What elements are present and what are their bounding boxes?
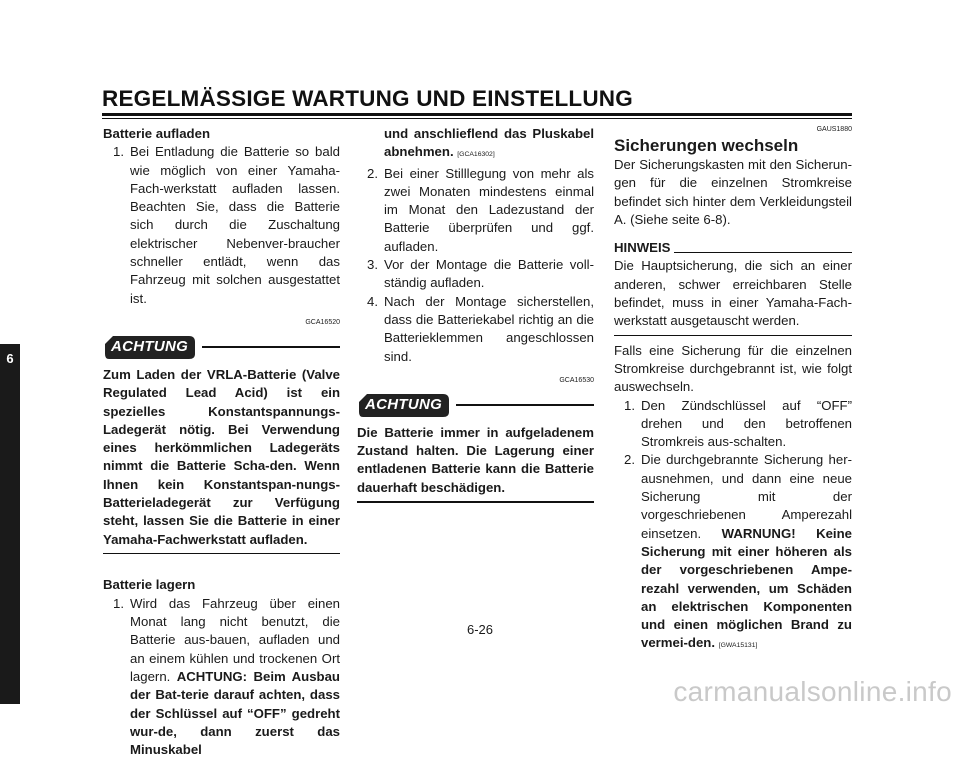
page-number: 6-26 bbox=[466, 622, 494, 637]
header-rule bbox=[102, 113, 852, 116]
hinweis-end-rule bbox=[614, 335, 852, 336]
list-text: Nach der Montage sicherstellen, dass die Batteriekabel richtig an die Batterieklemmen angeschlossen sind. bbox=[384, 293, 594, 364]
list-item bbox=[103, 143, 340, 308]
list-item bbox=[357, 165, 594, 256]
chapter-tab bbox=[0, 344, 20, 704]
achtung-rule bbox=[456, 404, 594, 406]
column-1 bbox=[103, 125, 340, 759]
list-text bbox=[384, 125, 594, 165]
warning-text: Zum Laden der VRLA-Batterie (Valve Regulated Lead Acid) ist ein spezielles Konstantspannungs-Ladegerät nötig. Bei Verwendung eines herkömmlichen Ladegeräts nimmt die Batterie Scha-den. Wenn Ihnen kein Konstantspan-nungs-Batterieladegerät zur Verfügung steht, lassen Sie die Batterie in einer Yamaha-Fachwerkstatt aufladen. bbox=[103, 366, 340, 547]
header-rule-thin bbox=[102, 118, 852, 119]
page-header-title: REGELMÄSSIGE WARTUNG UND EINSTELLUNG bbox=[102, 86, 633, 111]
column-3 bbox=[614, 125, 852, 656]
achtung-header bbox=[103, 334, 340, 360]
list-number: 3. bbox=[367, 257, 378, 273]
watermark: carmanualsonline.info bbox=[673, 676, 952, 707]
list-number: 1. bbox=[113, 595, 124, 611]
list-number: 1. bbox=[624, 397, 635, 413]
list-text-normal: Die durchgebrannte Sicherung her-ausnehmen, und dann eine neue Sicherung mit der vorgeschriebenen Amperezahl einsetzen. bbox=[641, 452, 852, 541]
heading-batterie-aufladen: Batterie aufladen bbox=[103, 126, 210, 141]
list-item bbox=[614, 397, 852, 452]
reference-code: GCA16530 bbox=[559, 376, 594, 384]
list-item bbox=[357, 293, 594, 366]
list-text-warning: ACHTUNG: Beim Ausbau der Bat-terie darauf achten, dass der Schlüssel auf “OFF” gedreht wur-de, dann zuerst das Minuskabel bbox=[130, 668, 340, 758]
list-item bbox=[103, 595, 340, 759]
intro-paragraph: Der Sicherungskasten mit den Sicherun-gen für die einzelnen Stromkreise befindet sich hinter dem Verkleidungsteil A. (Siehe seite 6-8). bbox=[614, 157, 852, 227]
list-text bbox=[130, 595, 340, 759]
heading-batterie-lagern: Batterie lagern bbox=[103, 577, 196, 593]
warning-end-rule bbox=[103, 553, 340, 555]
reference-code: [GCA16302] bbox=[457, 151, 495, 159]
section-title: Sicherungen wechseln bbox=[614, 136, 799, 155]
list-text-normal: Wird das Fahrzeug über einen Monat lang nicht benutzt, die Batterie aus-bauen, aufladen und an einem kühlen und trockenen Ort lagern. bbox=[130, 595, 340, 684]
list-text: Vor der Montage die Batterie voll-ständig aufladen. bbox=[384, 257, 594, 291]
hinweis-header bbox=[614, 239, 852, 257]
list-item-continued bbox=[357, 125, 594, 165]
list-text: Den Zündschlüssel auf “OFF” drehen und den betroffenen Stromkreis aus-schalten. bbox=[641, 397, 852, 450]
hinweis-text: Die Hauptsicherung, die sich an einer anderen, schwer erreichbaren Stelle befindet, muss in einer Yamaha-Fach-werkstatt ausgetauscht werden. bbox=[614, 258, 852, 329]
reference-code: GAUS1880 bbox=[816, 126, 852, 133]
column-2 bbox=[357, 125, 594, 503]
hinweis-rule bbox=[674, 252, 852, 253]
warning-text: Die Batterie immer in aufgeladenem Zustand halten. Die Lagerung einer entladenen Batterie kann die Batterie dauerhaft beschädigen. bbox=[357, 424, 594, 495]
reference-code: GCA16520 bbox=[305, 318, 340, 326]
hinweis-label: HINWEIS bbox=[614, 240, 671, 256]
list-text-warning: WARNUNG! Keine Sicherung mit einer höheren als der vorgeschriebenen Ampe-rezahl verwenden, um Schäden an elektrischen Komponenten und einen möglichen Brand zu vermei-den. bbox=[641, 525, 852, 651]
chapter-number: 6 bbox=[6, 351, 14, 366]
list-number: 1. bbox=[113, 144, 124, 160]
paragraph: Falls eine Sicherung für die einzelnen Stromkreise durchgebrannt ist, wie folgt auswechseln. bbox=[614, 342, 852, 395]
list-number: 2. bbox=[367, 165, 378, 181]
list-text: Bei einer Stilllegung von mehr als zwei Monaten mindestens einmal im Monat den Ladezustand der Batterie überprüfen und ggf. aufladen. bbox=[384, 165, 594, 254]
list-text-warning: und anschlieflend das Pluskabel abnehmen. bbox=[384, 126, 594, 160]
achtung-label: ACHTUNG bbox=[365, 395, 443, 413]
achtung-rule bbox=[202, 346, 340, 348]
achtung-badge bbox=[103, 334, 198, 360]
list-number: 4. bbox=[367, 293, 378, 309]
list-text: Bei Entladung die Batterie so bald wie möglich von einer Yamaha-Fach-werkstatt aufladen lassen. Beachten Sie, dass die Batterie sich durch die Zuschaltung elektrischer Nebenver-braucher schneller entlädt, wenn das Fahrzeug mit solchen ausgestattet ist. bbox=[130, 144, 340, 306]
achtung-label: ACHTUNG bbox=[111, 337, 189, 355]
achtung-badge bbox=[357, 392, 452, 418]
list-number: 2. bbox=[624, 452, 635, 468]
achtung-header bbox=[357, 392, 594, 418]
reference-code: [GWA15131] bbox=[718, 642, 758, 650]
list-item bbox=[357, 256, 594, 293]
warning-end-rule bbox=[357, 501, 594, 503]
